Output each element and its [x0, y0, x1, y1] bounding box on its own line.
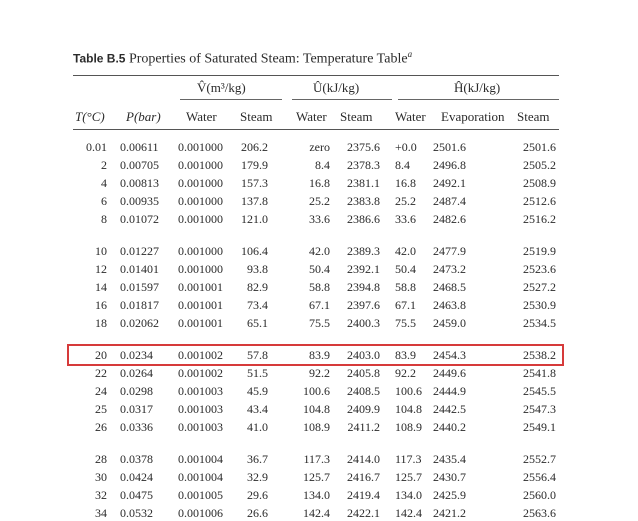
col-header-energy-steam: Steam: [340, 109, 373, 124]
col-header-temperature: T(°C): [75, 109, 105, 124]
table-cell: 58.8: [309, 280, 330, 294]
table-cell: 2392.1: [347, 262, 380, 276]
table-cell: 0.00611: [120, 140, 159, 154]
table-cell: 0.0234: [120, 348, 153, 362]
table-cell: 0.001000: [178, 176, 223, 190]
table-cell: 92.2: [395, 366, 416, 380]
table-cell: 0.001001: [178, 316, 223, 330]
highlight-box: [67, 344, 564, 366]
table-cell: 0.0298: [120, 384, 153, 398]
table-cell: 2560.0: [523, 488, 556, 502]
group-rule-enthalpy: [398, 99, 559, 100]
table-cell: 2: [101, 158, 107, 172]
table-cell: 104.8: [395, 402, 422, 416]
table-cell: 0.001000: [178, 212, 223, 226]
table-cell: 75.5: [309, 316, 330, 330]
table-cell: 2530.9: [523, 298, 556, 312]
table-cell: 0.0532: [120, 506, 153, 520]
table-cell: 0.001002: [178, 348, 223, 362]
table-cell: 2378.3: [347, 158, 380, 172]
table-cell: 2538.2: [523, 348, 556, 362]
table-cell: 25: [95, 402, 107, 416]
table-cell: 108.9: [303, 420, 330, 434]
table-cell: 2468.5: [433, 280, 466, 294]
table-cell: 0.001004: [178, 452, 223, 466]
table-cell: 0.0475: [120, 488, 153, 502]
table-cell: 26.6: [247, 506, 268, 520]
table-cell: 2422.1: [347, 506, 380, 520]
table-cell: 2477.9: [433, 244, 466, 258]
table-cell: 2400.3: [347, 316, 380, 330]
table-cell: 157.3: [241, 176, 268, 190]
table-cell: 0.01817: [120, 298, 159, 312]
table-cell: 82.9: [247, 280, 268, 294]
table-cell: 33.6: [309, 212, 330, 226]
table-cell: 0.001004: [178, 470, 223, 484]
table-cell: 2541.8: [523, 366, 556, 380]
table-cell: 2496.8: [433, 158, 466, 172]
table-cell: 32.9: [247, 470, 268, 484]
table-cell: 45.9: [247, 384, 268, 398]
table-cell: 25.2: [395, 194, 416, 208]
table-cell: 2473.2: [433, 262, 466, 276]
table-cell: 0.001000: [178, 194, 223, 208]
table-cell: 0.00935: [120, 194, 159, 208]
table-cell: 8.4: [395, 158, 410, 172]
table-cell: 2414.0: [347, 452, 380, 466]
table-cell: 2534.5: [523, 316, 556, 330]
table-cell: 2416.7: [347, 470, 380, 484]
table-cell: 30: [95, 470, 107, 484]
table-cell: 2487.4: [433, 194, 466, 208]
table-cell: 51.5: [247, 366, 268, 380]
table-cell: 8: [101, 212, 107, 226]
table-cell: 16.8: [395, 176, 416, 190]
table-cell: 2409.9: [347, 402, 380, 416]
table-cell: 2512.6: [523, 194, 556, 208]
table-cell: +0.0: [395, 140, 417, 154]
table-cell: 4: [101, 176, 107, 190]
table-cell: 2389.3: [347, 244, 380, 258]
table-cell: 28: [95, 452, 107, 466]
table-cell: 16: [95, 298, 107, 312]
table-cell: 2563.6: [523, 506, 556, 520]
table-cell: 92.2: [309, 366, 330, 380]
table-cell: 0.0378: [120, 452, 153, 466]
table-cell: 2459.0: [433, 316, 466, 330]
table-cell: 20: [95, 348, 107, 362]
table-cell: 57.8: [247, 348, 268, 362]
table-cell: 2545.5: [523, 384, 556, 398]
table-cell: 2501.6: [523, 140, 556, 154]
table-cell: 2444.9: [433, 384, 466, 398]
table-cell: 0.001002: [178, 366, 223, 380]
table-cell: 100.6: [395, 384, 422, 398]
table-cell: 41.0: [247, 420, 268, 434]
header-rule: [73, 129, 559, 130]
table-cell: 2516.2: [523, 212, 556, 226]
group-header-enthalpy: Ĥ(kJ/kg): [454, 80, 501, 95]
table-cell: 33.6: [395, 212, 416, 226]
table-cell: 0.001000: [178, 140, 223, 154]
table-cell: 0.00705: [120, 158, 159, 172]
table-cell: 2492.1: [433, 176, 466, 190]
table-cell: 2547.3: [523, 402, 556, 416]
table-cell: 18: [95, 316, 107, 330]
table-cell: 2383.8: [347, 194, 380, 208]
table-cell: 0.001001: [178, 298, 223, 312]
group-rule-volume: [180, 99, 282, 100]
table-cell: 0.001006: [178, 506, 223, 520]
group-rule-internal-energy: [292, 99, 392, 100]
table-cell: 0.001003: [178, 402, 223, 416]
table-cell: 42.0: [395, 244, 416, 258]
table-cell: 2425.9: [433, 488, 466, 502]
table-cell: 2440.2: [433, 420, 466, 434]
table-cell: 34: [95, 506, 107, 520]
table-cell: 2482.6: [433, 212, 466, 226]
table-cell: 137.8: [241, 194, 268, 208]
table-cell: 0.01: [86, 140, 107, 154]
table-cell: 2397.6: [347, 298, 380, 312]
caption-note-marker: a: [407, 49, 413, 59]
table-cell: 2419.4: [347, 488, 380, 502]
table-cell: 0.02062: [120, 316, 159, 330]
table-cell: 83.9: [309, 348, 330, 362]
table-cell: 16.8: [309, 176, 330, 190]
table-cell: 0.01597: [120, 280, 159, 294]
table-cell: 142.4: [395, 506, 422, 520]
table-cell: 2449.6: [433, 366, 466, 380]
table-cell: 93.8: [247, 262, 268, 276]
table-cell: 0.0336: [120, 420, 153, 434]
caption-title: Properties of Saturated Steam: Temperature Table: [128, 51, 408, 67]
table-cell: 2403.0: [347, 348, 380, 362]
table-cell: 134.0: [303, 488, 330, 502]
table-caption: [73, 49, 412, 68]
table-cell: 50.4: [309, 262, 330, 276]
table-cell: 12: [95, 262, 107, 276]
table-cell: 2527.2: [523, 280, 556, 294]
table-cell: 0.001005: [178, 488, 223, 502]
col-header-volume-water: Water: [186, 109, 217, 124]
table-cell: 125.7: [395, 470, 422, 484]
top-rule: [73, 75, 559, 76]
table-cell: 2442.5: [433, 402, 466, 416]
table-cell: 0.01227: [120, 244, 159, 258]
col-header-pressure: P(bar): [126, 109, 161, 124]
table-cell: 0.01401: [120, 262, 159, 276]
col-header-volume-steam: Steam: [240, 109, 273, 124]
table-cell: 8.4: [315, 158, 330, 172]
col-header-enthalpy-water: Water: [395, 109, 426, 124]
table-cell: 206.2: [241, 140, 268, 154]
table-cell: 2435.4: [433, 452, 466, 466]
table-cell: 0.0317: [120, 402, 153, 416]
table-cell: 106.4: [241, 244, 268, 258]
table-cell: 2549.1: [523, 420, 556, 434]
table-cell: 117.3: [395, 452, 422, 466]
table-cell: 2523.6: [523, 262, 556, 276]
table-cell: 58.8: [395, 280, 416, 294]
table-cell: 32: [95, 488, 107, 502]
table-cell: 2381.1: [347, 176, 380, 190]
table-cell: 179.9: [241, 158, 268, 172]
table-cell: 0.001003: [178, 420, 223, 434]
col-header-energy-water: Water: [296, 109, 327, 124]
table-cell: 29.6: [247, 488, 268, 502]
table-cell: 2430.7: [433, 470, 466, 484]
table-cell: 2508.9: [523, 176, 556, 190]
table-cell: 2375.6: [347, 140, 380, 154]
table-cell: 2411.2: [347, 420, 380, 434]
group-header-internal-energy: Û(kJ/kg): [313, 80, 360, 95]
table-cell: 0.001000: [178, 244, 223, 258]
table-cell: 42.0: [309, 244, 330, 258]
table-cell: zero: [309, 140, 330, 154]
table-cell: 50.4: [395, 262, 416, 276]
table-cell: 43.4: [247, 402, 268, 416]
table-cell: 2394.8: [347, 280, 380, 294]
table-cell: 73.4: [247, 298, 268, 312]
table-cell: 2386.6: [347, 212, 380, 226]
table-cell: 10: [95, 244, 107, 258]
table-cell: 104.8: [303, 402, 330, 416]
table-cell: 2505.2: [523, 158, 556, 172]
table-cell: 22: [95, 366, 107, 380]
table-cell: 2556.4: [523, 470, 556, 484]
table-cell: 2454.3: [433, 348, 466, 362]
table-cell: 0.001000: [178, 158, 223, 172]
table-cell: 0.00813: [120, 176, 159, 190]
table-cell: 2519.9: [523, 244, 556, 258]
table-cell: 134.0: [395, 488, 422, 502]
table-cell: 0.0424: [120, 470, 153, 484]
table-cell: 65.1: [247, 316, 268, 330]
table-cell: 121.0: [241, 212, 268, 226]
table-cell: 26: [95, 420, 107, 434]
table-cell: 0.01072: [120, 212, 159, 226]
col-header-enthalpy-steam: Steam: [517, 109, 550, 124]
table-cell: 2405.8: [347, 366, 380, 380]
table-cell: 117.3: [303, 452, 330, 466]
table-cell: 0.001000: [178, 262, 223, 276]
table-cell: 67.1: [395, 298, 416, 312]
table-cell: 67.1: [309, 298, 330, 312]
table-cell: 2421.2: [433, 506, 466, 520]
caption-label: Table B.5: [73, 51, 126, 66]
table-cell: 108.9: [395, 420, 422, 434]
table-cell: 2463.8: [433, 298, 466, 312]
table-cell: 36.7: [247, 452, 268, 466]
table-cell: 0.001003: [178, 384, 223, 398]
table-cell: 100.6: [303, 384, 330, 398]
table-cell: 125.7: [303, 470, 330, 484]
table-cell: 0.0264: [120, 366, 153, 380]
table-cell: 2501.6: [433, 140, 466, 154]
table-cell: 75.5: [395, 316, 416, 330]
table-cell: 25.2: [309, 194, 330, 208]
table-cell: 6: [101, 194, 107, 208]
table-cell: 83.9: [395, 348, 416, 362]
table-cell: 24: [95, 384, 107, 398]
table-cell: 142.4: [303, 506, 330, 520]
table-cell: 2552.7: [523, 452, 556, 466]
col-header-enthalpy-evaporation: Evaporation: [441, 109, 505, 124]
table-cell: 2408.5: [347, 384, 380, 398]
group-header-volume: V̂(m³/kg): [197, 80, 246, 95]
table-cell: 14: [95, 280, 107, 294]
table-cell: 0.001001: [178, 280, 223, 294]
